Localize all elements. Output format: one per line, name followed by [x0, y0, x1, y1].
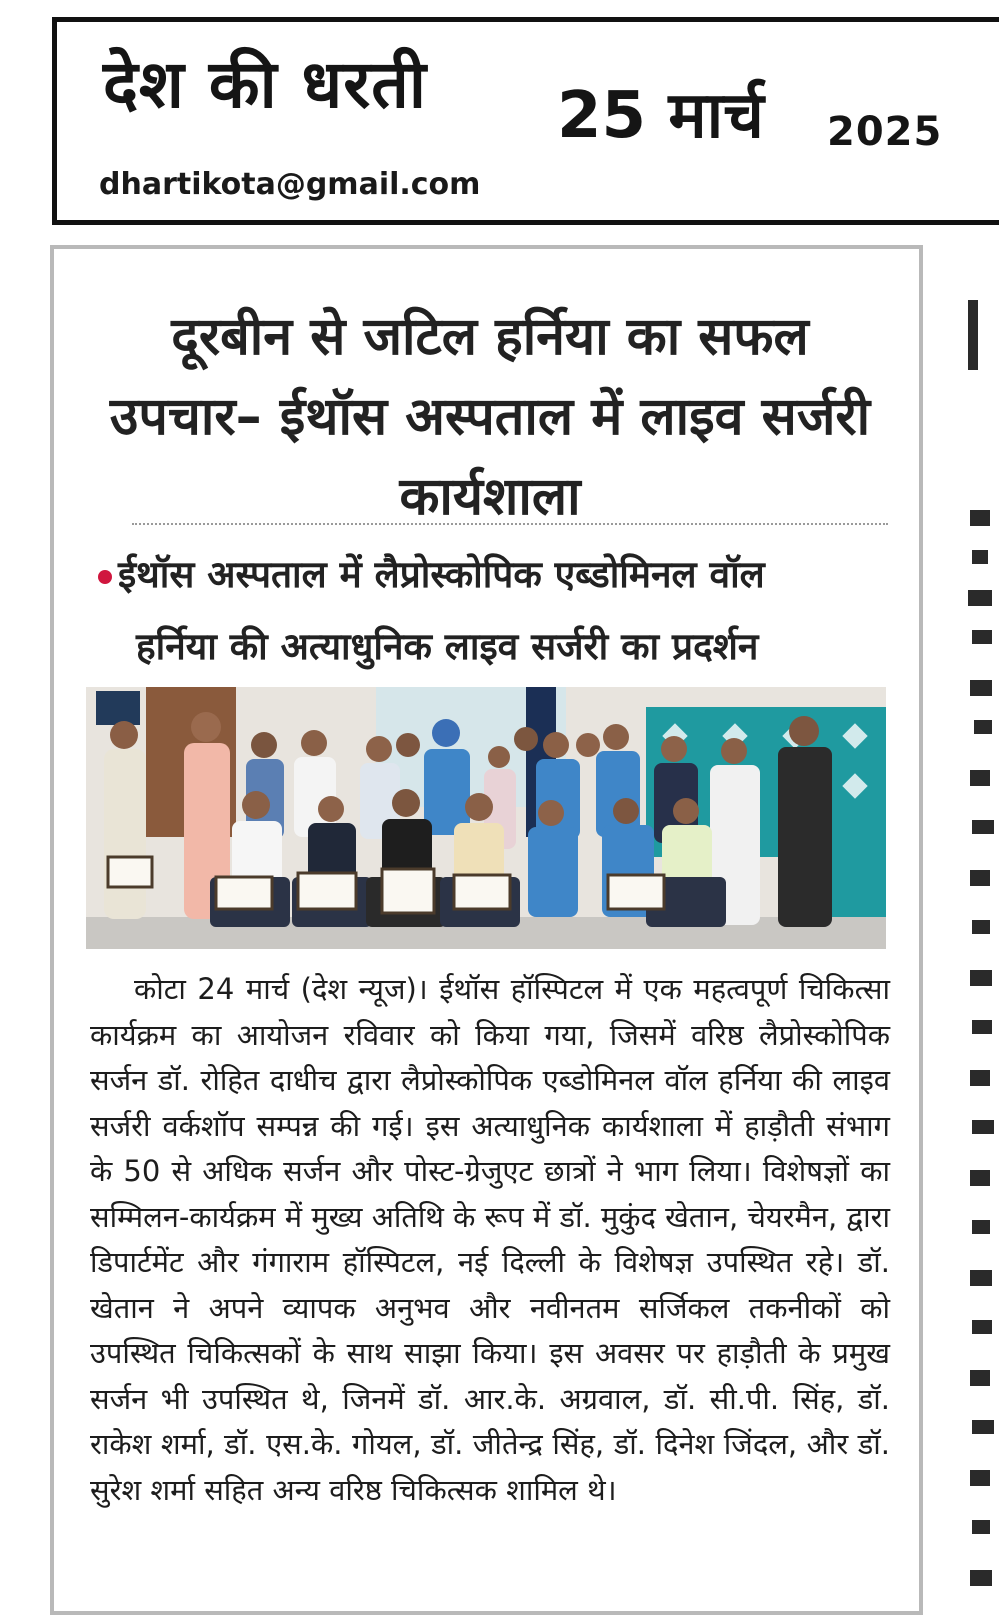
publication-year: 2025	[827, 109, 943, 155]
group-photo	[86, 687, 886, 949]
masthead	[52, 17, 999, 225]
bullet-dot-icon	[98, 570, 112, 584]
publication-date: 25 मार्च	[557, 79, 764, 153]
article-body	[90, 967, 890, 1513]
subheadline-line-2: हर्निया की अत्याधुनिक लाइव सर्जरी का प्रदर्शन	[136, 625, 759, 668]
newspaper-name: देश की धरती	[103, 46, 427, 123]
subheadline-line-1: ईथॉस अस्पताल में लैप्रोस्कोपिक एब्डोमिनल वॉल	[118, 553, 765, 596]
article-headline: दूरबीन से जटिल हर्निया का सफल उपचार– ईथॉस अस्पताल में लाइव सर्जरी कार्यशाला	[109, 307, 871, 527]
adjacent-column-edge	[962, 250, 999, 1599]
contact-email: dhartikota@gmail.com	[99, 167, 481, 202]
group-photo-illustration	[86, 687, 886, 949]
article-subheadline	[98, 539, 878, 683]
article-body-text: कोटा 24 मार्च (देश न्यूज)। ईथॉस हॉस्पिटल में एक महत्वपूर्ण चिकित्सा कार्यक्रम का आयोजन रविवार को किया गया, जिसमें वरिष्ठ लैप्रोस्कोपिक सर्जन डॉ. रोहित दाधीच द्वारा लैप्रोस्कोपिक एब्डोमिनल वॉल हर्निया की लाइव सर्जरी वर्कशॉप सम्पन्न की गई। इस अत्याधुनिक कार्यशाला में हाड़ौती संभाग के 50 से अधिक सर्जन और पोस्ट-ग्रेजुएट छात्रों ने भाग लिया। विशेषज्ञों का सम्मिलन-कार्यक्रम में मुख्य अतिथि के रूप में डॉ. मुकुंद खेतान, चेयरमैन, द्वारा डिपार्टमेंट और गंगाराम हॉस्पिटल, नई दिल्ली के विशेषज्ञ उपस्थित रहे। डॉ. खेतान ने अपने व्यापक अनुभव और नवीनतम सर्जिकल तकनीकों को उपस्थित चिकित्सकों के साथ साझा किया। इस अवसर पर हाड़ौती के प्रमुख सर्जन भी उपस्थित थे, जिनमें डॉ. आर.के. अग्रवाल, डॉ. सी.पी. सिंह, डॉ. राकेश शर्मा, डॉ. एस.के. गोयल, डॉ. जीतेन्द्र सिंह, डॉ. दिनेश जिंदल, और डॉ. सुरेश शर्मा सहित अन्य वरिष्ठ चिकित्सक शामिल थे।	[90, 972, 890, 1507]
news-article	[50, 245, 923, 1615]
adjacent-column-fragments	[962, 250, 999, 1599]
dotted-divider	[132, 523, 888, 525]
